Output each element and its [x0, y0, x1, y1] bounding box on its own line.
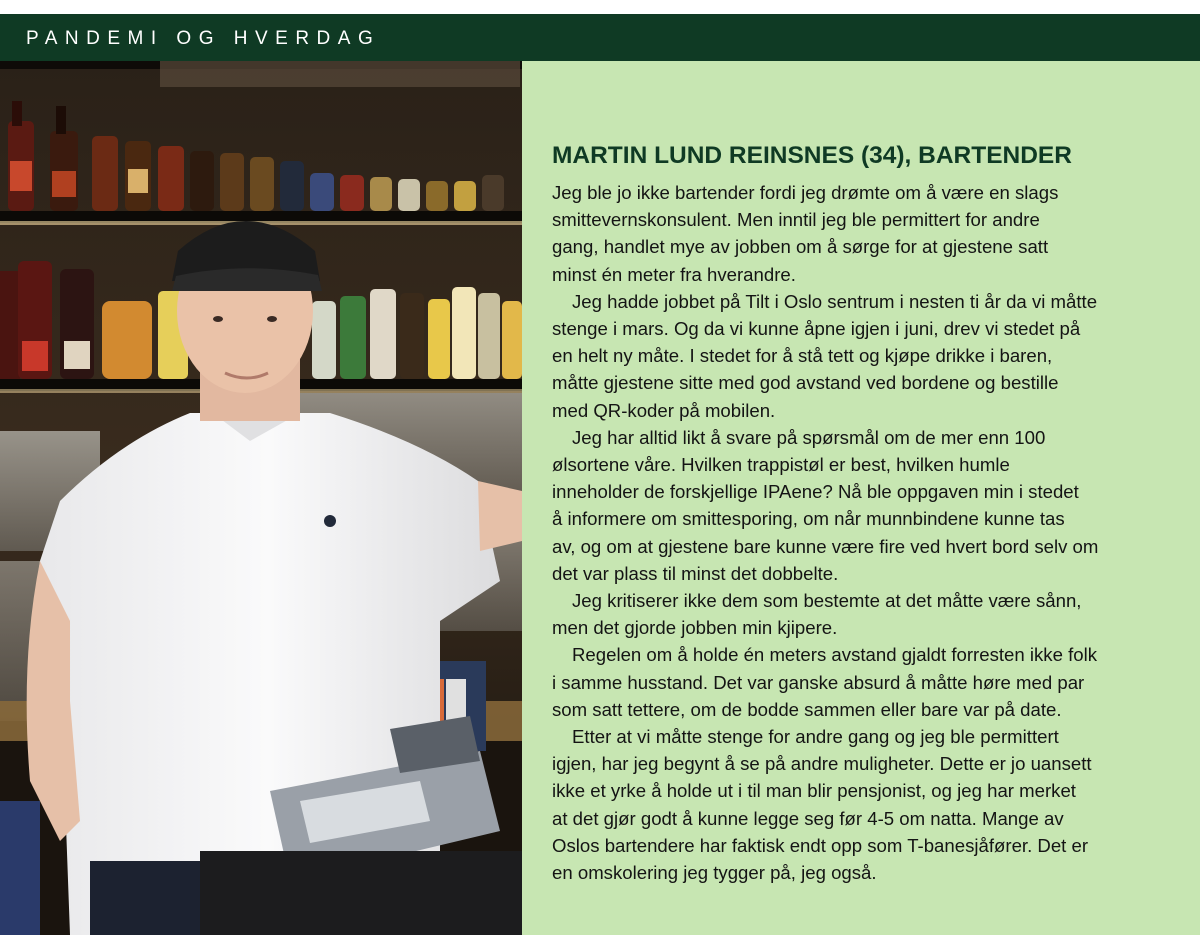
text-line: Jeg hadde jobbet på Tilt i Oslo sentrum i nesten ti år da vi måtte: [572, 290, 1098, 312]
paragraph-4: [552, 587, 1182, 641]
text-line: ølsortene våre. Hvilken trappistøl er best, hvilken humle: [552, 454, 1010, 476]
text-line: Regelen om å holde én meters avstand gjaldt forresten ikke folk: [572, 644, 1098, 666]
paragraph-5: [552, 641, 1182, 723]
text-line: inneholder de forskjellige IPAene? Nå ble oppgaven min i stedet: [552, 481, 1079, 503]
text-line: at det gjør godt å kunne legge seg før 4-5 om natta. Mange av: [552, 807, 1064, 829]
article-heading: MARTIN LUND REINSNES (34), BARTENDER: [552, 142, 1072, 169]
paragraph-1: [552, 179, 1182, 288]
text-line: smittevernskonsulent. Men inntil jeg ble permittert for andre: [552, 209, 1040, 231]
text-line: med QR-koder på mobilen.: [552, 399, 776, 421]
text-line: ikke et yrke å holde ut i til man blir pensjonist, og jeg har merket: [552, 780, 1076, 802]
text-line: av, og om at gjestene bare kunne være fire ved hvert bord selv om: [552, 535, 1099, 557]
text-line: en omskolering jeg tygger på, jeg også.: [552, 862, 877, 884]
bar-scene-illustration: [0, 61, 522, 935]
section-header-band: [0, 14, 1200, 61]
text-line: å informere om smittesporing, om når munnbindene kunne tas: [552, 508, 1065, 530]
text-line: Jeg kritiserer ikke dem som bestemte at det måtte være sånn,: [572, 590, 1082, 612]
article-body: [552, 179, 1182, 886]
article-panel: [522, 61, 1200, 935]
text-line: måtte gjestene sitte med god avstand ved bordene og bestille: [552, 372, 1059, 394]
text-line: Oslos bartendere har faktisk endt opp som T-banesjåfører. Det er: [552, 834, 1089, 856]
text-line: det var plass til minst det dobbelte.: [552, 562, 839, 584]
paragraph-3: [552, 424, 1182, 587]
text-line: som satt tettere, om de bodde sammen eller bare var på date.: [552, 698, 1062, 720]
paragraph-6: [552, 723, 1182, 886]
text-line: Etter at vi måtte stenge for andre gang og jeg ble permittert: [572, 726, 1059, 748]
text-line: en helt ny måte. I stedet for å stå tett og kjøpe drikke i baren,: [552, 345, 1053, 367]
section-title: PANDEMI OG HVERDAG: [26, 28, 381, 49]
text-line: Jeg har alltid likt å svare på spørsmål om de mer enn 100: [572, 426, 1046, 448]
text-line: i samme husstand. Det var ganske absurd å måtte høre med par: [552, 671, 1085, 693]
paragraph-2: [552, 288, 1182, 424]
text-line: stenge i mars. Og da vi kunne åpne igjen i juni, drev vi stedet på: [552, 318, 1081, 340]
text-line: igjen, har jeg begynt å se på andre muligheter. Dette er jo uansett: [552, 753, 1092, 775]
text-line: Jeg ble jo ikke bartender fordi jeg drømte om å være en slags: [552, 182, 1059, 203]
text-line: minst én meter fra hverandre.: [552, 263, 796, 285]
text-line: gang, handlet mye av jobben om å sørge for at gjestene satt: [552, 236, 1049, 258]
bartender-photo: [0, 61, 522, 935]
text-line: men det gjorde jobben min kjipere.: [552, 617, 838, 639]
